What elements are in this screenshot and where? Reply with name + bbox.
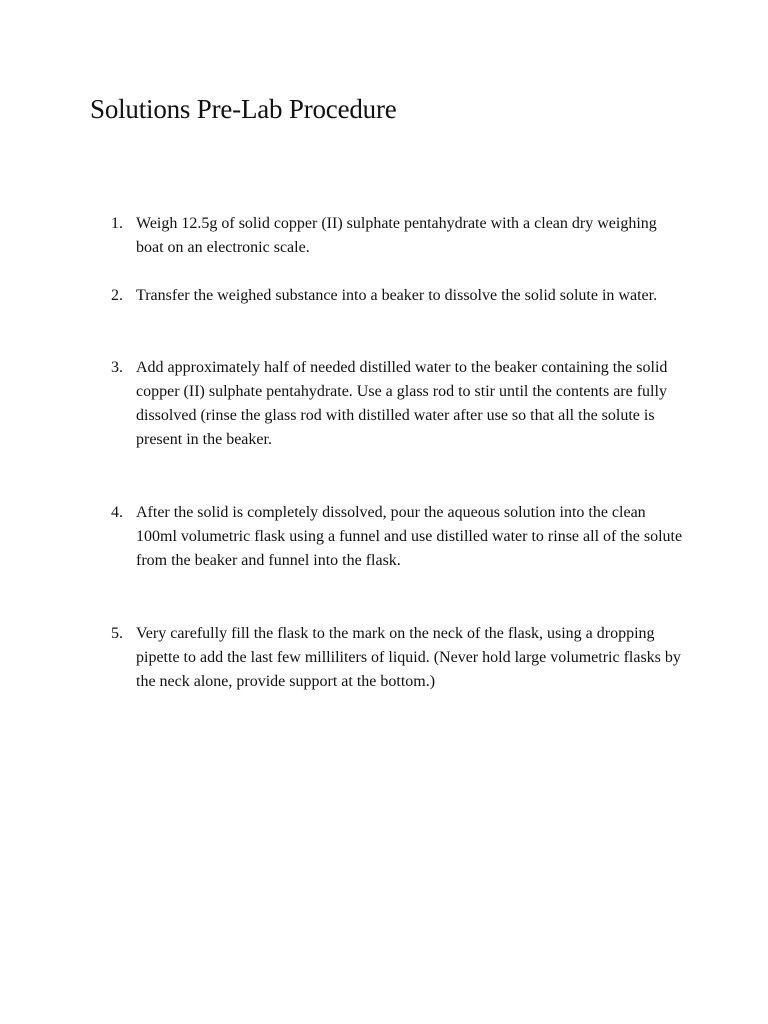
step-number: 3.: [111, 359, 123, 376]
procedure-step-1: [111, 212, 686, 260]
procedure-step-2: [111, 284, 686, 308]
procedure-step-4: [111, 501, 686, 573]
step-number: 4.: [111, 504, 123, 521]
page-title: Solutions Pre-Lab Procedure: [90, 94, 397, 124]
step-number: 2.: [111, 287, 123, 304]
step-number: 5.: [111, 625, 123, 642]
step-number: 1.: [111, 215, 123, 232]
step-text: Weigh 12.5g of solid copper (II) sulphate pentahydrate with a clean dry weighing boat on an electronic scale.: [136, 215, 657, 256]
step-text: Transfer the weighed substance into a beaker to dissolve the solid solute in water.: [136, 287, 658, 304]
procedure-step-3: [111, 356, 686, 452]
step-text: Add approximately half of needed distilled water to the beaker containing the solid copper (II) sulphate pentahydrate. Use a glass rod to stir until the contents are fully dissolved (rinse the glass rod with distilled water after use so that all the solute is present in the beaker.: [136, 359, 668, 448]
step-text: Very carefully fill the flask to the mark on the neck of the flask, using a dropping pipette to add the last few milliliters of liquid. (Never hold large volumetric flasks by the neck alone, provide support at the bottom.): [136, 625, 681, 690]
step-text: After the solid is completely dissolved, pour the aqueous solution into the clean 100ml volumetric flask using a funnel and use distilled water to rinse all of the solute from the beaker and funnel into the flask.: [136, 504, 683, 569]
procedure-step-5: [111, 622, 686, 694]
